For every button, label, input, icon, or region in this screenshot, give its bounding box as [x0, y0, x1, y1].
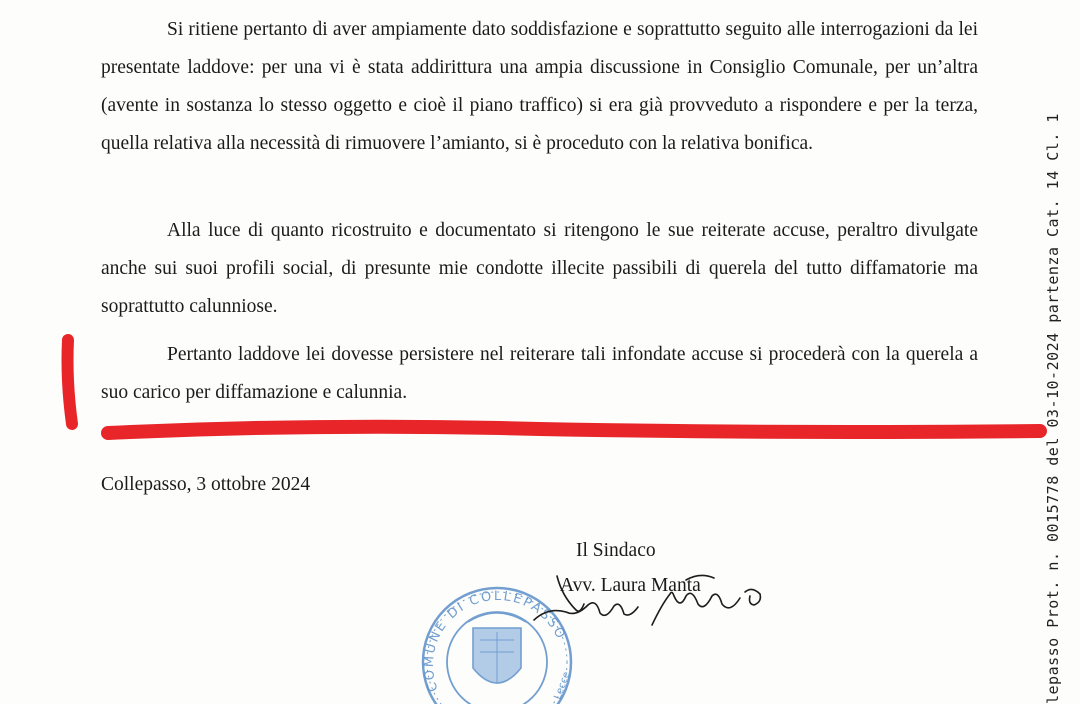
- protocol-side-stamp: lepasso Prot. n. 0015778 del 03-10-2024 partenza Cat. 14 Cl. 1: [1044, 113, 1062, 704]
- red-highlight-marks: [68, 340, 1041, 433]
- place-date: Collepasso, 3 ottobre 2024: [101, 474, 311, 495]
- vertical-highlight-mark: [68, 340, 73, 424]
- paragraph-2-text: Alla luce di quanto ricostruito e documentato si ritengono le sue reiterate accuse, peraltro divulgate anche sui suoi profili social, di presunte mie condotte illecite passibili di querela del tutto diffamatorie ma soprattutto calunniose.: [101, 220, 978, 317]
- paragraph-3-text: Pertanto laddove lei dovesse persistere nel reiterare tali infondate accuse si procederà con la querela a suo carico per diffamazione e calunnia.: [101, 344, 978, 403]
- paragraph-1-text: Si ritiene pertanto di aver ampiamente dato soddisfazione e soprattutto seguito alle interrogazioni da lei presentate laddove: per una vi è stata addirittura una ampia discussione in Consiglio Comunale, per un’altra (avente in sostanza lo stesso oggetto e cioè il piano traffico) si era già provveduto a rispondere e per la terza, quella relativa alla necessità di rimuovere l’amianto, si è proceduto con la relativa bonifica.: [101, 19, 978, 154]
- municipal-stamp: [423, 588, 571, 704]
- horizontal-underline-mark: [108, 427, 1040, 433]
- stamp-text: COMUNE DI COLLEPASSO: [421, 588, 569, 694]
- stamp-side-text: Lecce: [552, 670, 573, 702]
- signatory-name: Avv. Laura Manta: [560, 575, 701, 596]
- signatory-title: Il Sindaco: [576, 540, 656, 561]
